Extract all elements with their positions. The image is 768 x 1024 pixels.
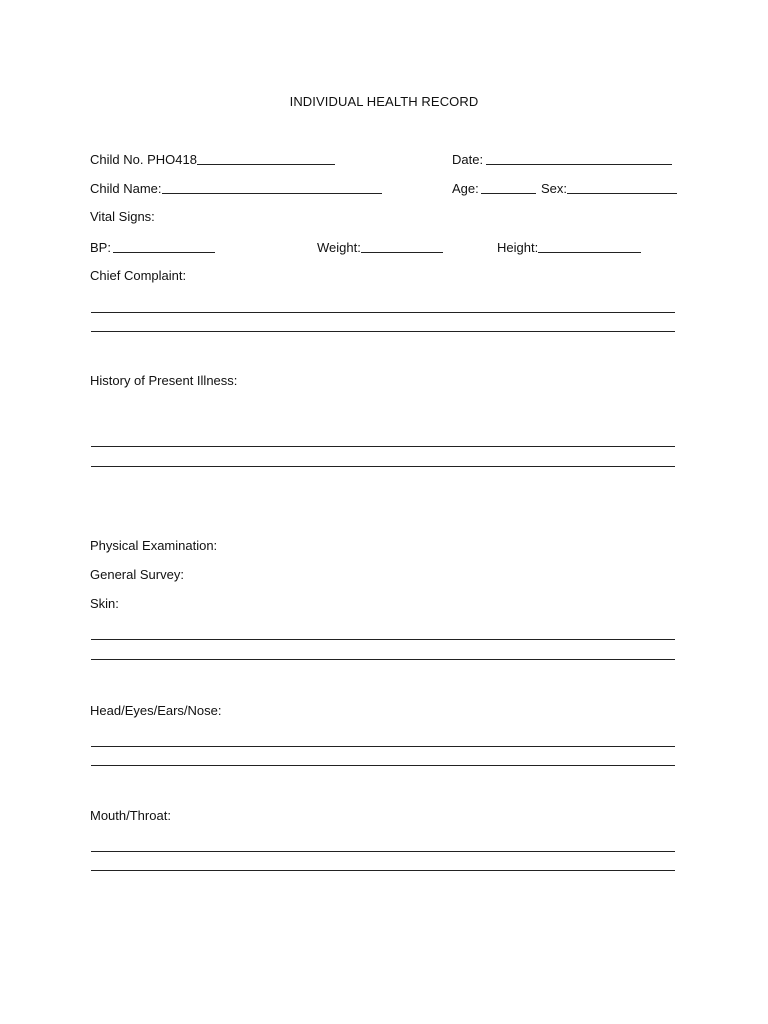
vital-signs-label: Vital Signs: [90, 209, 155, 224]
bp-field [90, 239, 215, 255]
skin-label: Skin: [90, 596, 119, 611]
height-blank[interactable] [538, 239, 641, 253]
mouth-throat-line-2[interactable] [91, 870, 675, 871]
general-survey-label: General Survey: [90, 567, 184, 582]
weight-field [317, 239, 443, 255]
child-no-blank[interactable] [197, 151, 335, 165]
history-line-2[interactable] [91, 466, 675, 467]
child-no-label: Child No. PHO418 [90, 152, 197, 167]
child-name-label: Child Name: [90, 181, 162, 196]
heen-label: Head/Eyes/Ears/Nose: [90, 703, 222, 718]
chief-complaint-label: Chief Complaint: [90, 268, 187, 283]
age-label: Age: [452, 181, 479, 196]
skin-line-1[interactable] [91, 639, 675, 640]
bp-label: BP: [90, 240, 111, 255]
sex-blank[interactable] [567, 180, 677, 194]
date-blank[interactable] [486, 151, 672, 165]
mouth-throat-label: Mouth/Throat: [90, 808, 171, 823]
sex-label: Sex: [541, 181, 568, 196]
chief-complaint-line-1[interactable] [91, 312, 675, 313]
age-blank[interactable] [481, 180, 536, 194]
weight-label: Weight: [317, 240, 361, 255]
mouth-throat-line-1[interactable] [91, 851, 675, 852]
sex-field [541, 180, 677, 196]
height-field [497, 239, 641, 255]
physical-exam-label: Physical Examination: [90, 538, 218, 553]
history-label: History of Present Illness: [90, 373, 238, 388]
height-label: Height: [497, 240, 539, 255]
child-name-blank[interactable] [162, 180, 382, 194]
bp-blank[interactable] [113, 239, 215, 253]
heen-line-2[interactable] [91, 765, 675, 766]
age-field [452, 180, 536, 196]
child-name-field [90, 180, 382, 196]
chief-complaint-line-2[interactable] [91, 331, 675, 332]
heen-line-1[interactable] [91, 746, 675, 747]
date-label: Date: [452, 152, 484, 167]
date-field [452, 151, 672, 167]
weight-blank[interactable] [361, 239, 443, 253]
skin-line-2[interactable] [91, 659, 675, 660]
child-no-field [90, 151, 335, 167]
document-title: INDIVIDUAL HEALTH RECORD [289, 94, 479, 109]
history-line-1[interactable] [91, 446, 675, 447]
